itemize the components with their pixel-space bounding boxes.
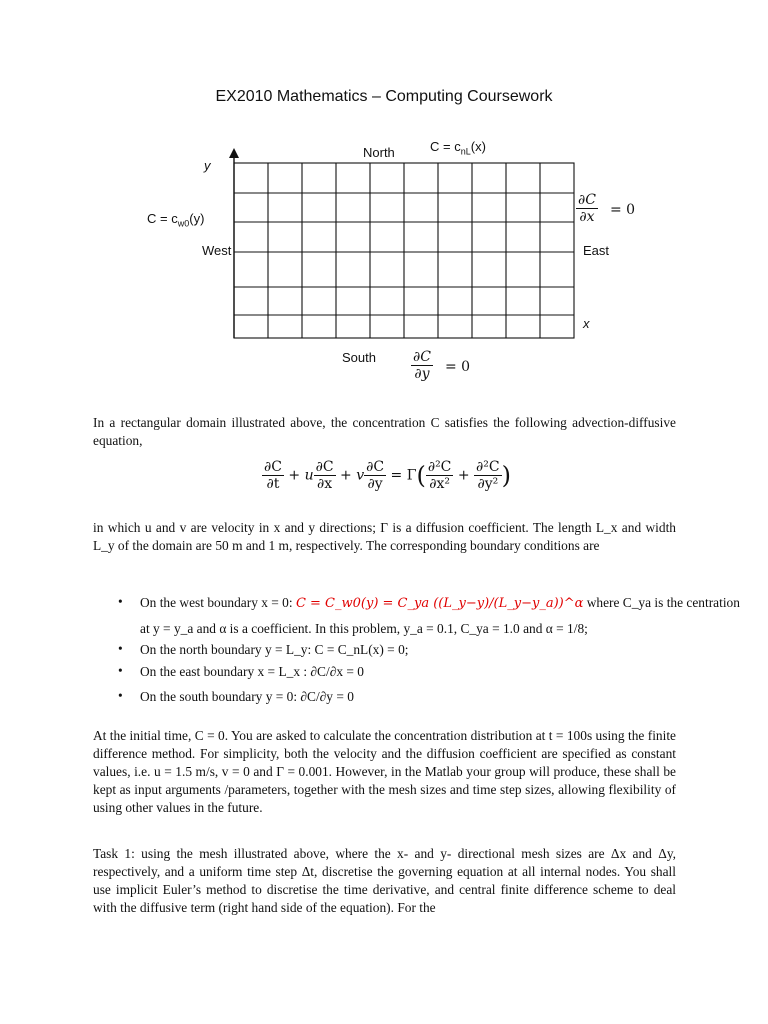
bullet-south: • — [118, 688, 123, 703]
west-boundary-text: On the west boundary x = 0: C = C_w0(y) = C_ya ((L_y−y)/(L_y−y_a))^α where C_ya is the centration — [140, 595, 740, 611]
north-label: North — [363, 145, 395, 160]
east-boundary-condition: $\frac{\partial C}{\partial x}$ = 0 — [578, 192, 636, 225]
intro-paragraph: In a rectangular domain illustrated above, the concentration C satisfies the following advection-diffusive equation, — [93, 415, 676, 448]
y-axis-label: y — [204, 158, 211, 173]
west-boundary-params: at y = y_a and α is a coefficient. In this problem, y_a = 0.1, C_ya = 1.0 and α = 1/8; — [140, 621, 588, 636]
bullet-north: • — [118, 641, 123, 656]
bullet-west: • — [118, 594, 123, 609]
governing-equation: $\frac{\partial C}{\partial t}$ + u $\frac{\partial C}{\partial x}$ + v $\frac{\partial C}{\partial y}$ = Γ( $\frac{\text{∂²C}}{\text{∂x²}}$ + $\frac{\text{∂²C}}{\text{∂y²}}$ ) — [264, 459, 511, 492]
east-label: East — [583, 243, 610, 258]
south-boundary-text: On the south boundary y = 0: ∂C/∂y = 0 — [140, 689, 354, 704]
west-boundary-condition: $C = c_{w0}(y)$ — [147, 211, 205, 229]
north-boundary-text: On the north boundary y = L_y: C = C_nL(x) = 0; — [140, 642, 409, 657]
page-title: EX2010 Mathematics – Computing Coursework — [215, 88, 553, 105]
south-label: South — [342, 350, 376, 365]
x-axis-label: x — [583, 316, 590, 331]
east-boundary-text: On the east boundary x = L_x : ∂C/∂x = 0 — [140, 664, 364, 679]
north-boundary-condition: $C = c_{nL}(x)$ — [430, 139, 486, 157]
mesh-diagram — [0, 0, 768, 400]
south-boundary-condition: $\frac{\partial C}{\partial y}$ = 0 — [413, 349, 471, 382]
domain-paragraph: in which u and v are velocity in x and y directions; Γ is a diffusion coefficient. The length L_x and width L_y of the domain are 50 m and 1 m, respectively. The corresponding boundary conditions are — [93, 520, 676, 553]
west-label: West — [202, 243, 232, 258]
initial-condition-paragraph: At the initial time, C = 0. You are asked to calculate the concentration distribution at t = 100s using the finite difference method. For simplicity, both the velocity and the diffusion coefficient are specified as constant values, i.e. u = 1.5 m/s, v = 0 and Γ = 0.001. However, in the Matlab your group will produce, these shall be kept as input arguments /parameters, together with the mesh sizes and time step sizes, allowing flexibility of using other values in the future. — [93, 728, 676, 815]
task1-paragraph: Task 1: using the mesh illustrated above, where the x- and y- directional mesh sizes are Δx and Δy, respectively, and a uniform time step Δt, discretise the governing equation at all internal nodes. You shall use implicit Euler’s method to discretise the time derivative, and central finite difference scheme to deal with the diffusive term (right hand side of the equation). For the — [93, 846, 676, 915]
bullet-east: • — [118, 663, 123, 678]
